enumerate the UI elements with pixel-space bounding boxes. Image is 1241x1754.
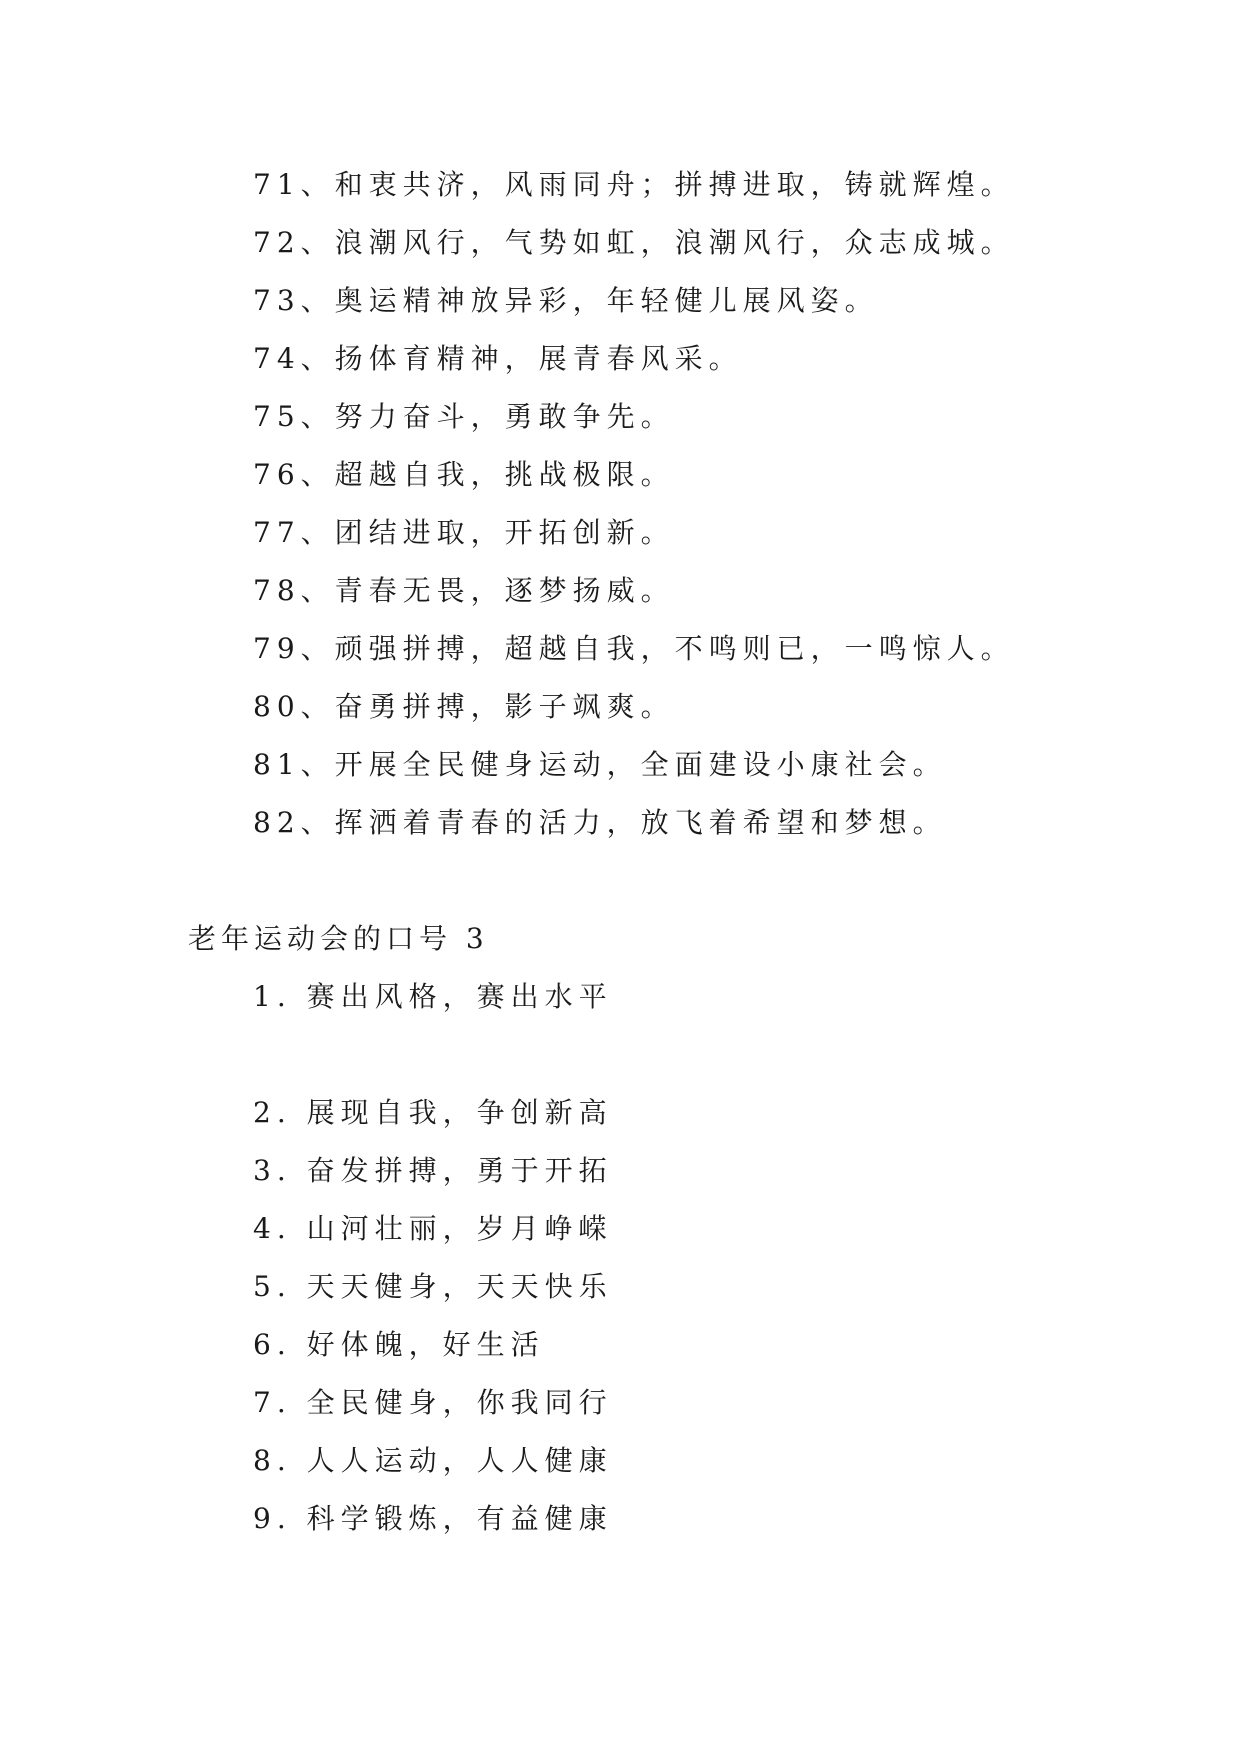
slogan-73: 73、奥运精神放异彩，年轻健儿展风姿。 bbox=[253, 284, 879, 317]
slogan-71: 71、和衷共济，风雨同舟；拼搏进取，铸就辉煌。 bbox=[253, 168, 1015, 201]
slogan-5: 5. 天天健身，天天快乐 bbox=[253, 1270, 613, 1303]
slogan-74: 74、扬体育精神，展青春风采。 bbox=[253, 342, 743, 375]
slogan-80: 80、奋勇拼搏，影子飒爽。 bbox=[253, 690, 675, 723]
slogan-77: 77、团结进取，开拓创新。 bbox=[253, 516, 675, 549]
slogan-2: 2. 展现自我，争创新高 bbox=[253, 1096, 613, 1129]
slogan-76: 76、超越自我，挑战极限。 bbox=[253, 458, 675, 491]
slogan-9: 9. 科学锻炼，有益健康 bbox=[253, 1502, 613, 1535]
slogan-72: 72、浪潮风行，气势如虹，浪潮风行，众志成城。 bbox=[253, 226, 1015, 259]
slogan-8: 8. 人人运动，人人健康 bbox=[253, 1444, 613, 1477]
slogan-1: 1. 赛出风格，赛出水平 bbox=[253, 980, 613, 1013]
slogan-75: 75、努力奋斗，勇敢争先。 bbox=[253, 400, 675, 433]
slogan-3: 3. 奋发拼搏，勇于开拓 bbox=[253, 1154, 613, 1187]
slogan-82: 82、挥洒着青春的活力，放飞着希望和梦想。 bbox=[253, 806, 947, 839]
slogan-79: 79、顽强拼搏，超越自我，不鸣则已，一鸣惊人。 bbox=[253, 632, 1015, 665]
slogan-81: 81、开展全民健身运动，全面建设小康社会。 bbox=[253, 748, 947, 781]
slogan-6: 6. 好体魄，好生活 bbox=[253, 1328, 545, 1361]
section-heading: 老年运动会的口号 3 bbox=[188, 922, 489, 955]
slogan-78: 78、青春无畏，逐梦扬威。 bbox=[253, 574, 675, 607]
slogan-7: 7. 全民健身，你我同行 bbox=[253, 1386, 613, 1419]
slogan-4: 4. 山河壮丽，岁月峥嵘 bbox=[253, 1212, 613, 1245]
